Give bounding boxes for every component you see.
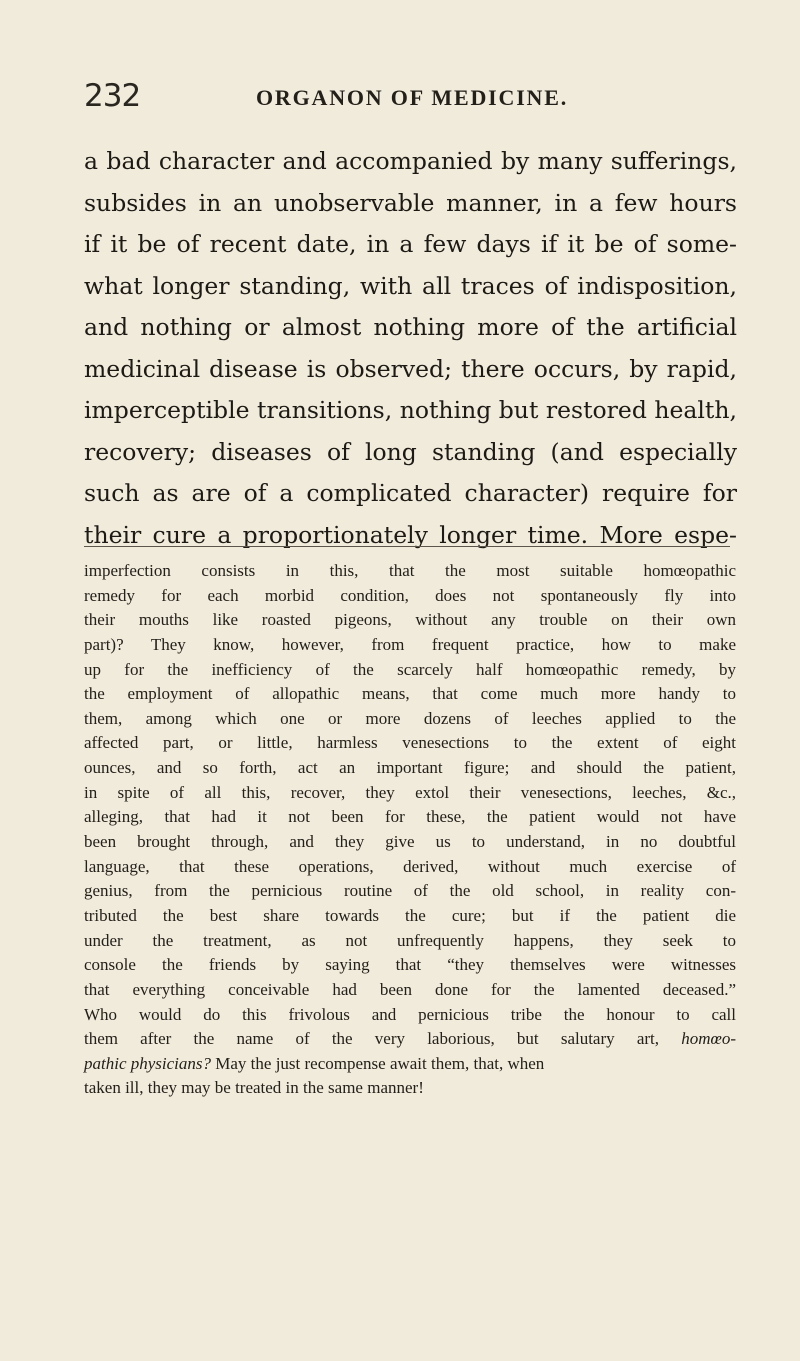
footnote-line: that everything conceivable had been done for the lamented deceased.”: [84, 979, 736, 999]
footnote-line: tributed the best share towards the cure; but if the patient die: [84, 905, 736, 925]
body-line: what longer standing, with all traces of indisposition,: [84, 271, 737, 300]
body-line: subsides in an unobservable manner, in a few hours: [84, 188, 737, 217]
body-line: medicinal disease is observed; there occurs, by rapid,: [84, 354, 737, 383]
footnote-line: remedy for each morbid condition, does not spontaneously fly into: [84, 585, 736, 605]
page-header: [84, 78, 744, 118]
body-line: a bad character and accompanied by many sufferings,: [84, 147, 737, 175]
footnote-line: them, among which one or more dozens of leeches applied to the: [84, 708, 736, 728]
footnote-line: their mouths like roasted pigeons, without any trouble on their own: [84, 610, 736, 630]
footnote-line: alleging, that had it not been for these, the patient would not have: [84, 807, 736, 827]
footnote-divider: [84, 546, 730, 547]
body-line: imperceptible transitions, nothing but restored health,: [84, 396, 737, 424]
footnote-line: [84, 1052, 736, 1077]
body-line: their cure a proportionately longer time. More espe-: [84, 520, 737, 549]
footnote: [84, 559, 736, 1101]
footnote-line: up for the inefficiency of the scarcely half homœopathic remedy, by: [84, 659, 736, 679]
footnote-line: affected part, or little, harmless venesections to the extent of eight: [84, 733, 736, 753]
footnote-line: language, that these operations, derived, without much exercise of: [84, 856, 736, 876]
footnote-line: console the friends by saying that “they themselves were witnesses: [84, 955, 736, 975]
footnote-line: the employment of allopathic means, that come much more handy to: [84, 684, 736, 704]
main-paragraph: [84, 141, 737, 556]
body-line: if it be of recent date, in a few days if it be of some-: [84, 230, 737, 258]
footnote-line: been brought through, and they give us to understand, in no doubtful: [84, 832, 736, 852]
body-line: and nothing or almost nothing more of the artificial: [84, 313, 737, 341]
footnote-italic-term: homœo-: [681, 1029, 736, 1049]
page-number: 232: [84, 78, 141, 114]
footnote-line: ounces, and so forth, act an important figure; and should the patient,: [84, 758, 736, 778]
running-title: ORGANON OF MEDICINE.: [256, 85, 569, 110]
footnote-line: taken ill, they may be treated in the same manner!: [84, 1078, 424, 1098]
footnote-line: Who would do this frivolous and pernicious tribe the honour to call: [84, 1004, 736, 1024]
footnote-line: in spite of all this, recover, they extol their venesections, leeches, &c.,: [84, 782, 736, 802]
body-line: such as are of a complicated character) require for: [84, 479, 737, 507]
footnote-line: [84, 1027, 736, 1052]
footnote-line: genius, from the pernicious routine of the old school, in reality con-: [84, 881, 736, 901]
footnote-line-text: May the just recompense await them, that, when: [215, 1053, 545, 1073]
footnote-line-text: them after the name of the very laborious, but salutary art,: [84, 1029, 660, 1049]
footnote-line: part)? They know, however, from frequent practice, how to make: [84, 634, 736, 654]
footnote-line: under the treatment, as not unfrequently happens, they seek to: [84, 930, 736, 950]
footnote-line: imperfection consists in this, that the most suitable homœopathic: [84, 561, 736, 580]
body-line: recovery; diseases of long standing (and especially: [84, 437, 737, 466]
footnote-italic-term: pathic physicians?: [84, 1053, 212, 1073]
